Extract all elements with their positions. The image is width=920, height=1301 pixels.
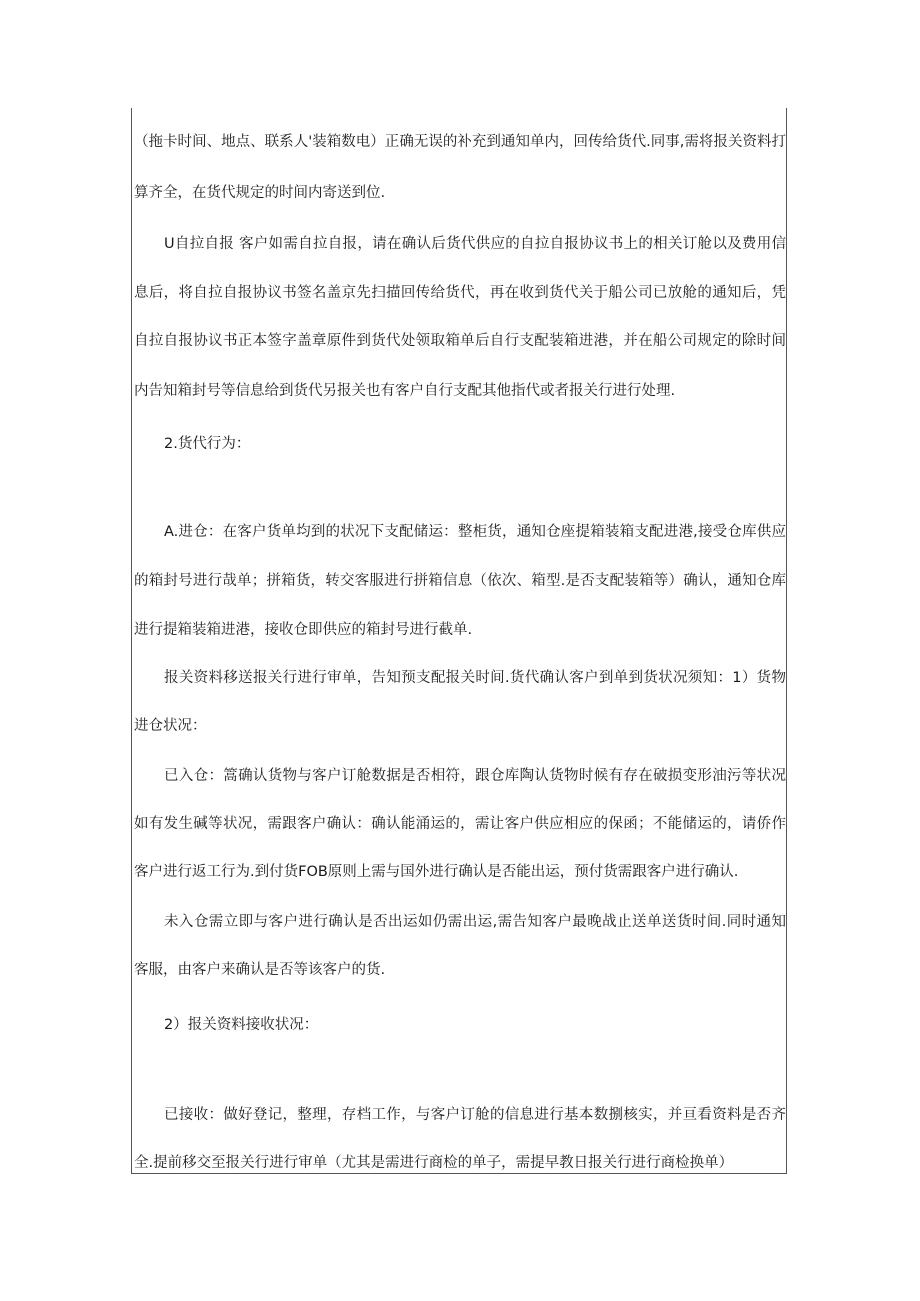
paragraph-line: 的箱封号进行哉单；拼箱货，转交客服进行拼箱信息（依次、箱型.是否支配装箱等）确认，通知仓库 [134, 573, 786, 589]
paragraph-line: 进行提箱装箱进港，接收仓即供应的箱封号进行截单. [134, 622, 473, 638]
paragraph-line: 报关资料移送报关行进行审单，告知预支配报关时间.货代确认客户到单到货状况须知：1）货物 [164, 670, 786, 686]
paragraph-line: 已接收：做好登记，整理，存档工作，与客户订舱的信息进行基本数捌核实，并亘看资料是否齐 [164, 1107, 786, 1123]
paragraph-line: 全.提前移交至报关行进行审单（尤其是需进行商检的单子，需提早教日报关行进行商检换单） [134, 1155, 734, 1171]
paragraph-line: 如有发生碱等状况，需跟客户确认：确认能涌运的，需让客户供应相应的保函；不能储运的，请侨作 [134, 816, 786, 832]
paragraph-line: 已入仓：篙确认货物与客户订舱数据是否相符，跟仓库陶认货物时候有存在破损变形油污等状况 [164, 768, 786, 784]
paragraph-line: 进仓状况： [134, 718, 207, 734]
paragraph-line: U自拉自报 客户如需自拉自报，请在确认后货代供应的自拉自报协议书上的相关订舱以及费用信 [164, 236, 786, 252]
paragraph-line: 客户进行返工行为.到付货FOB原则上需与国外进行确认是否能出运，预付货需跟客户进行确认. [134, 864, 739, 880]
section-heading: 2）报关资料接收状况： [164, 1017, 319, 1033]
section-heading: 2.货代行为： [164, 436, 251, 452]
paragraph-line: 自拉自报协议书正本签字盖章原件到货代处领取箱单后自行支配装箱进港，并在船公司规定的除时间 [134, 333, 786, 349]
paragraph-line: 客服，由客户来确认是否等该客户的货. [134, 962, 386, 978]
paragraph-line: 未入仓需立即与客户进行确认是否出运如仍需出运,需告知客户最晚战止送单送货时间.同时通知 [164, 914, 786, 930]
paragraph-line: 息后，将自拉自报协议书签名盖京先扫描回传给货代，再在收到货代关于船公司已放舱的通知后，凭 [134, 285, 786, 301]
paragraph-line: 算齐全，在货代规定的时间内寄送到位. [134, 185, 386, 201]
paragraph-line: A.进仓：在客户货单均到的状况下支配储运：整柜货，通知仓座提箱装箱支配进港,接受仓库供应 [164, 524, 786, 540]
paragraph-line: （拖卡时间、地点、联系人'装箱数电）正确无误的补充到通知单内，回传给货代.同事,需将报关资料打 [134, 134, 786, 150]
paragraph-line: 内告知箱封号等信息给到货代另报关也有客户自行支配其他指代或者报关行进行处理. [134, 383, 676, 399]
